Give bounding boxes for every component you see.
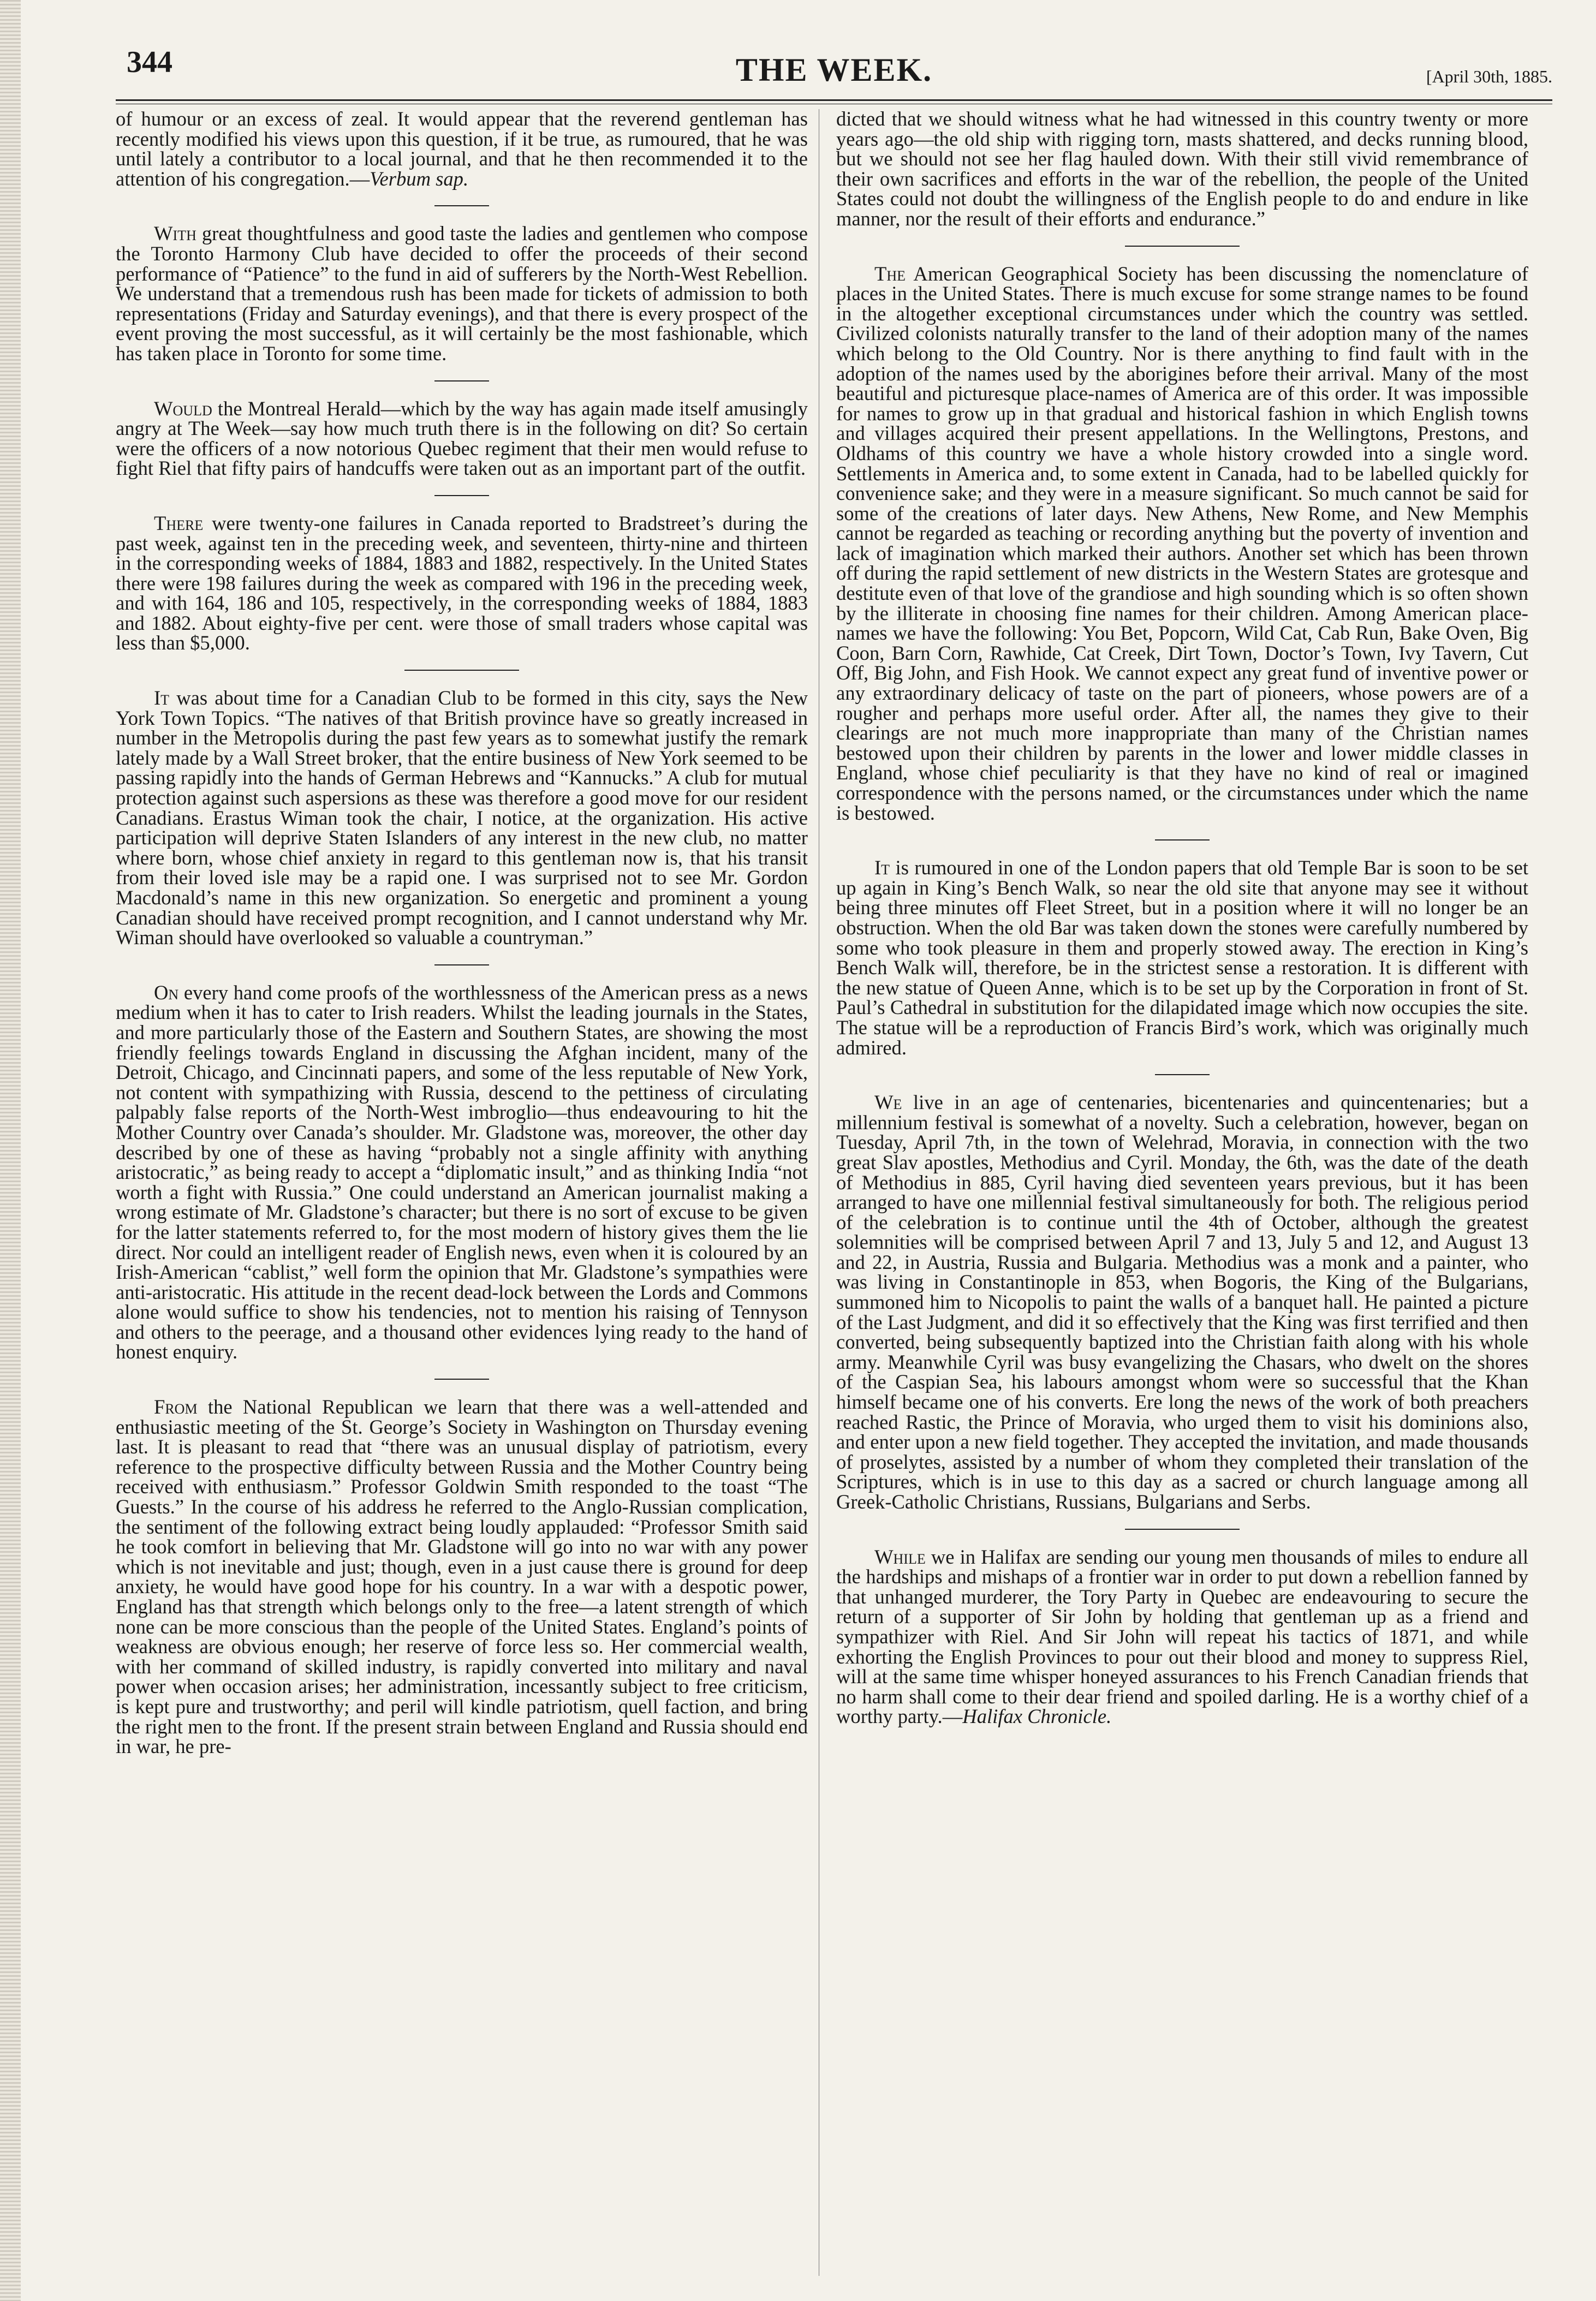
article-paragraph: It was about time for a Canadian Club to be formed in this city, says the New York Town Topics. “The natives of that British province have so greatly increased in number in the Metropolis during the past few years as to somewhat justify the remark lately made by a Wall Street broker, that the entire business of New York seemed to be passing rapidly into the hands of German Hebrews and “Kannucks.” A club for mutual protection against such aspersions as these was therefore a good move for our resident Canadians. Erastus Wiman took the chair, I notice, at the organization. His active participation will deprive Staten Islanders of any interest in the new club, no matter where born, whose chief anxiety in regard to this gentleman now is, that his transit from their loved isle may be a rapid one. I was surprised not to see Mr. Gordon Macdonald’s name in this new organization. So energetic and prominent a young Canadian should have received prompt recognition, and I cannot understand why Mr. Wiman should have overlooked so valuable a countryman.”: [116, 687, 808, 949]
article-separator: [434, 205, 489, 206]
article-separator: [404, 670, 519, 671]
article-paragraph: The American Geographical Society has been discussing the nomenclature of places in the United States. There is much excuse for some strange names to be found in the altogether exceptional circumstances under which the country was settled. Civilized colonists naturally transfer to the land of their adoption many of the names which belong to the Old Country. Nor is there anything to find fault with in the adoption of the names used by the aborigines before their arrival. Many of the most beautiful and picturesque place-names of America are of this order. It was impossible for names to grow up in that gradual and historical fashion in which English towns and villages acquired their present appellations. In the Wellingtons, Prestons, and Oldhams of this country we have a whole history crowded into a single word. Settlements in America and, to some extent in Canada, had to be labelled quickly for convenience sake; and they were in a measure significant. So much cannot be said for some of the creations of later days. New Athens, New Rome, and New Memphis cannot be regarded as teaching or recording anything but the poverty of invention and lack of imagination which marked their authors. Another set which has been thrown off during the rapid settlement of new districts in the Western States are grotesque and destitute even of that love of the grandiose and high sounding which is so often shown by the illiterate in choosing fine names for their children. Among American place-names we have the following: You Bet, Popcorn, Wild Cat, Cab Run, Bake Oven, Big Coon, Barn Corn, Rawhide, Cat Creek, Dirt Town, Doctor’s Town, Ivy Tavern, Cut Off, Big John, and Fish Hook. We cannot expect any great fund of inventive power or any extraordinary delicacy of taste on the part of pioneers, whose powers are of a rougher and perhaps more useful order. After all, the names they give to their clearings are not much more inappropriate than many of the Christian names bestowed upon their children by parents in the lower and lower middle classes in England, whose chief peculiarity is that they have no kind of real or imagined correspondence with the persons named, or the circumstances under which the name is bestowed.: [836, 262, 1528, 824]
issue-date: [April 30th, 1885.: [1426, 67, 1552, 86]
article-paragraph: Would the Montreal Herald—which by the way has again made itself amusingly angry at The Week—say how much truth there is in the following on dit? So certain were the officers of a now notorious Quebec regiment that their men would refuse to fight Riel that fifty pairs of handcuffs were taken out as an important part of the outfit.: [116, 397, 808, 480]
page-number: 344: [127, 45, 172, 79]
article-paragraph: of humour or an excess of zeal. It would appear that the reverend gentleman has recently modified his views upon this question, if it be true, as rumoured, that he was until lately a contributor to a local journal, and that he then recommended it to the attention of his congregation.—Verbum sap.: [116, 109, 808, 190]
article-separator: [434, 964, 489, 965]
article-separator: [434, 495, 489, 496]
article-paragraph: With great thoughtfulness and good taste the ladies and gentlemen who compose the Toronto Harmony Club have decided to offer the proceeds of their second performance of “Patience” to the fund in aid of sufferers by the North-West Rebellion. We understand that a tremendous rush has been made for tickets of admission to both representations (Friday and Saturday evenings), and that there is every prospect of the event proving the most successful, as it will certainly be the most fashionable, which has taken place in Toronto for some time.: [116, 222, 808, 365]
article-paragraph: dicted that we should witness what he had witnessed in this country twenty or more years ago—the old ship with rigging torn, masts shattered, and decks running blood, but we should not see her flag hauled down. With their still vivid remembrance of their own sacrifices and efforts in the war of the rebellion, the people of the United States could not doubt the willingness of the English people to do and endure in like manner, nor the result of their efforts and endurance.”: [836, 109, 1528, 230]
article-paragraph: While we in Halifax are sending our young men thousands of miles to endure all the hardships and mishaps of a frontier war in order to put down a rebellion fanned by that unhanged murderer, the Tory Party in Quebec are endeavouring to secure the return of a supporter of Sir John by holding that gentleman up as a friend and sympathizer with Riel. And Sir John will repeat his tactics of 1871, and while exhorting the English Provinces to pour out their blood and money to suppress Riel, will at the same time whisper honeyed assurances to his French Canadian friends that no harm shall come to their dear friend and spoiled darling. He is a worthy chief of a worthy party.—Halifax Chronicle.: [836, 1545, 1528, 1728]
article-separator: [434, 380, 489, 381]
publication-title: THE WEEK.: [735, 52, 933, 88]
article-separator: [1155, 839, 1210, 840]
article-paragraph: It is rumoured in one of the London papers that old Temple Bar is soon to be set up again in King’s Bench Walk, so near the old site that anyone may see it without being three minutes off Fleet Street, but in a position where it will no longer be an obstruction. When the old Bar was taken down the stones were carefully numbered by some who took pleasure in them and properly stowed away. The erection in King’s Bench Walk will, therefore, be in the strictest sense a restoration. It is different with the new statue of Queen Anne, which is to be set up by the Corporation in front of St. Paul’s Cathedral in substitution for the dilapidated image which now occupies the site. The statue will be a reproduction of Francis Bird’s work, which was originally much admired.: [836, 856, 1528, 1059]
article-paragraph: On every hand come proofs of the worthlessness of the American press as a news medium when it has to cater to Irish readers. Whilst the leading journals in the States, and more particularly those of the Eastern and Southern States, are showing the most friendly feelings towards England in discussing the Afghan incident, many of the Detroit, Chicago, and Cincinnati papers, and some of the less reputable of New York, not content with sympathizing with Russia, descend to the pettiness of circulating palpably false reports of the North-West imbroglio—thus endeavouring to hit the Mother Country over Canada’s shoulder. Mr. Gladstone was, moreover, the other day described by one of these as having “probably not a single affinity with anything aristocratic,” as being ready to accept a “diplomatic insult,” and as thinking India “not worth a fight with Russia.” One could understand an American journalist making a wrong estimate of Mr. Gladstone’s character; but there is no sort of excuse to be given for the latter statements referred to, for the most modern of history gives them the lie direct. Nor could an intelligent reader of English news, even when it is coloured by an Irish-American “cablist,” well form the opinion that Mr. Gladstone’s sympathies were anti-aristocratic. His attitude in the recent dead-lock between the Lords and Commons alone would suffice to show his tendencies, not to mention his raising of Tennyson and others to the peerage, and a thousand other evidences lying ready to the hand of honest enquiry.: [116, 981, 808, 1363]
page-header: [116, 45, 1552, 105]
article-separator: [1155, 1074, 1210, 1075]
article-separator: [1125, 246, 1240, 247]
article-paragraph: We live in an age of centenaries, bicentenaries and quincentenaries; but a millennium festival is somewhat of a novelty. Such a celebration, however, began on Tuesday, April 7th, in the town of Welehrad, Moravia, in connection with the two great Slav apostles, Methodius and Cyril. Monday, the 6th, was the date of the death of Methodius in 885, Cyril having died seventeen years previous, but it has been arranged to have one millennial festival simultaneously for both. The religious period of the celebration is to continue until the 4th of October, although the greatest solemnities will be comprised between April 7 and 13, July 5 and 12, and August 13 and 22, in Austria, Russia and Bulgaria. Methodius was a monk and a painter, who was living in Constantinople in 853, when Bogoris, the King of the Bulgarians, summoned him to Nicopolis to paint the walls of a banquet hall. He painted a picture of the Last Judgment, and did it so effectively that the King was first terrified and then converted, being subsequently baptized into the Christian faith along with his whole army. Meanwhile Cyril was busy evangelizing the Chasars, who dwelt on the shores of the Caspian Sea, his labours amongst whom were so successful that the Khan himself became one of his converts. Ere long the news of the work of both preachers reached Rastic, the Prince of Moravia, who urged them to visit his dominions also, and enter upon a new field together. They accepted the invitation, and made thousands of proselytes, assisted by a number of whom they completed their translation of the Scriptures, which is in use to this day as a sacred or church language among all Greek-Catholic Christians, Russians, Bulgarians and Serbs.: [836, 1091, 1528, 1513]
header-rule: [116, 99, 1552, 101]
article-separator: [1125, 1529, 1240, 1530]
article-paragraph: From the National Republican we learn that there was a well-attended and enthusiastic meeting of the St. George’s Society in Washington on Thursday evening last. It is pleasant to read that “there was an unusual display of patriotism, every reference to the prospective difficulty between Russia and the Mother Country being received with enthusiasm.” Professor Goldwin Smith responded to the toast “The Guests.” In the course of his address he referred to the Anglo-Russian complication, the sentiment of the following extract being loudly applauded: “Professor Smith said he took comfort in believing that Mr. Gladstone will go into no war with any power which is not inevitable and just; though, even in a just cause there is ground for deep anxiety, he would have good hope for his country. In a war with a despotic power, England has that strength which belongs only to the free—a latent strength of which none can be more conscious than the people of the United States. England’s points of weakness are obvious enough; her reserve of force less so. Her commercial wealth, with her command of skilled industry, is rapidly converted into military and naval power when occasion arises; her administration, incessantly subject to free criticism, is kept pure and trustworthy; and peril will kindle patriotism, quell faction, and bring the right men to the front. If the present strain between England and Russia should end in war, he pre-: [116, 1396, 808, 1758]
left-column: [116, 109, 808, 2276]
article-paragraph: There were twenty-one failures in Canada reported to Bradstreet’s during the past week, against ten in the preceding week, and seventeen, thirty-nine and thirteen in the corresponding weeks of 1884, 1883 and 1882, respectively. In the United States there were 198 failures during the week as compared with 196 in the preceding week, and with 164, 186 and 105, respectively, in the corresponding weeks of 1884, 1883 and 1882. About eighty-five per cent. were those of small traders whose capital was less than $5,000.: [116, 511, 808, 654]
page-binding-edge: [0, 0, 21, 2301]
right-column: [836, 109, 1528, 2276]
article-separator: [434, 1379, 489, 1380]
